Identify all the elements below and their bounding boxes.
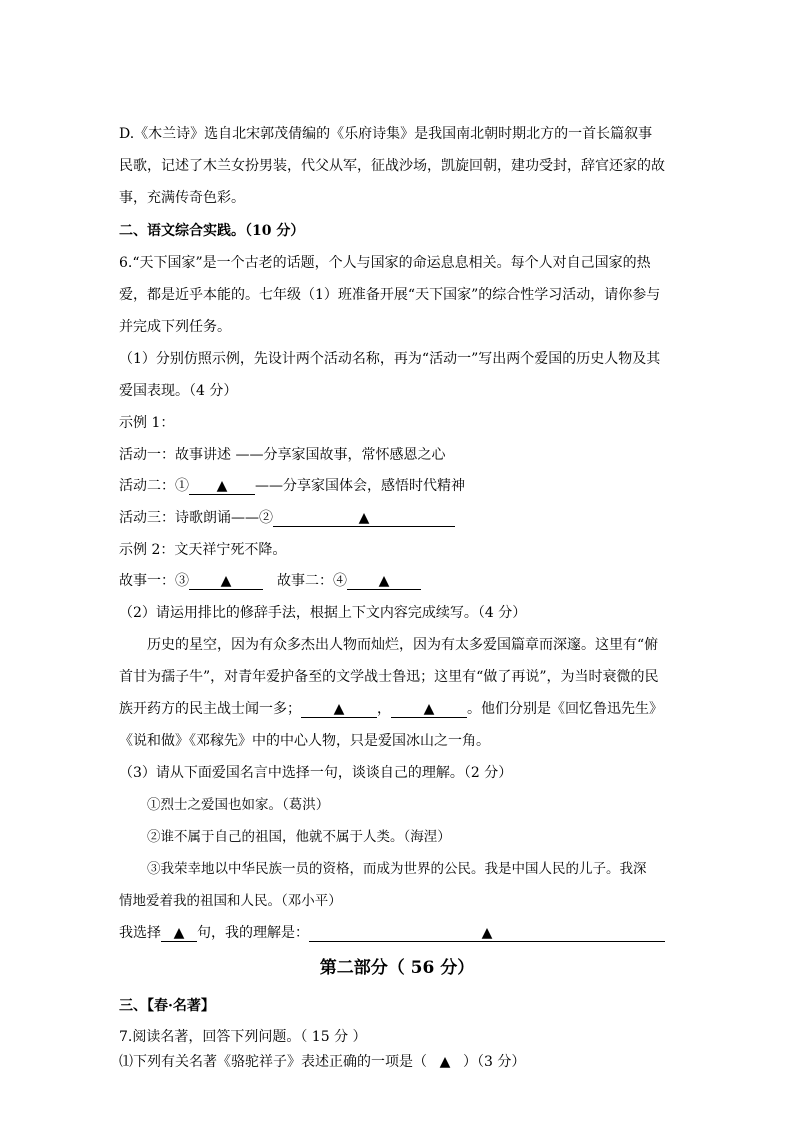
quote-2: ②谁不属于自己的祖国，他就不属于人类。（海涅）: [147, 829, 451, 845]
blank-2[interactable]: ▲: [273, 510, 455, 527]
p2-line3-suffix: 。他们分别是《回忆鲁迅先生》: [467, 701, 663, 717]
blank-5[interactable]: ▲: [301, 701, 377, 718]
q6-line1: 6.“天下国家”是一个古老的话题，个人与国家的命运息息相关。每个人对自己国家的热: [119, 255, 651, 271]
q7-line2-suffix: ）（3 分）: [463, 1054, 526, 1070]
story-line: [119, 571, 674, 591]
blank-4[interactable]: ▲: [347, 573, 421, 590]
p3-title: （3）请从下面爱国名言中选择一句，谈谈自己的理解。（2 分）: [119, 765, 513, 781]
q7-line1: 7.阅读名著，回答下列问题。（ 15 分 ）: [119, 1029, 367, 1045]
p2-line1: 历史的星空，因为有众多杰出人物而灿烂，因为有太多爱国篇章而深邃。这里有“俯: [147, 637, 659, 653]
item-d-line1: D.《木兰诗》选自北宋郭茂倩编的《乐府诗集》是我国南北朝时期北方的一首长篇叙事: [119, 126, 653, 142]
p2-line3: [119, 699, 674, 719]
blank-1[interactable]: ▲: [189, 478, 255, 495]
item-d-line2: 民歌，记述了木兰女扮男装，代父从军，征战沙场，凯旋回朝，建功受封，辞官还家的故: [119, 158, 665, 174]
activity3-prefix: 活动三：诗歌朗诵——②: [119, 510, 273, 526]
activity3: [119, 508, 674, 528]
item-d-line3: 事，充满传奇色彩。: [119, 190, 245, 206]
story2-prefix: 故事二：④: [277, 573, 347, 589]
blank-7[interactable]: ▲: [161, 925, 197, 942]
p2-line2: 首甘为孺子牛”，对青年爱护备至的文学战士鲁迅；这里有“做了再说”，为当时衰微的民: [119, 669, 659, 685]
p1-line1: （1）分别仿照示例，先设计两个活动名称，再为“活动一”写出两个爱国的历史人物及其: [119, 351, 661, 367]
p2-line3-mid: ，: [377, 701, 391, 717]
quote-3-line1: ③我荣幸地以中华民族一员的资格，而成为世界的公民。我是中国人民的儿子。我深: [147, 861, 647, 877]
answer-line: [119, 923, 674, 943]
p2-line4: 《说和做》《邓稼先》中的中心人物，只是爱国冰山之一角。: [119, 733, 490, 749]
blank-8[interactable]: ▲: [309, 925, 665, 942]
activity2: [119, 476, 674, 496]
p1-line2: 爱国表现。（4 分）: [119, 383, 238, 399]
blank-9[interactable]: ▲: [439, 1054, 451, 1070]
q7-line2: [119, 1052, 674, 1072]
q7-line2-prefix: ⑴下列有关名著《骆驼祥子》表述正确的一项是（: [119, 1054, 427, 1070]
q6-line3: 并完成下列任务。: [119, 319, 231, 335]
answer-mid: 句，我的理解是：: [197, 925, 309, 941]
section3-title: 三、【春·名著】: [119, 998, 215, 1014]
example2: 示例 2：文天祥宁死不降。: [119, 542, 287, 558]
activity2-suffix: ——分享家国体会，感悟时代精神: [255, 478, 465, 494]
answer-prefix: 我选择: [119, 925, 161, 941]
activity1: 活动一：故事讲述 ——分享家国故事，常怀感恩之心: [119, 447, 446, 463]
section2-title: 二、语文综合实践。（10 分）: [119, 223, 305, 239]
p2-title: （2）请运用排比的修辞手法，根据上下文内容完成续写。（4 分）: [119, 605, 527, 621]
p2-line3-prefix: 族开药方的民主战士闻一多；: [119, 701, 301, 717]
activity2-prefix: 活动二：①: [119, 478, 189, 494]
story1-prefix: 故事一：③: [119, 573, 189, 589]
quote-1: ①烈士之爱国也如家。（葛洪）: [147, 797, 330, 813]
blank-6[interactable]: ▲: [391, 701, 467, 718]
q6-line2: 爱，都是近乎本能的。七年级（1）班准备开展“天下国家”的综合性学习活动，请你参与: [119, 287, 661, 303]
part2-title: 第二部分（ 56 分）: [319, 958, 475, 978]
quote-3-line2: 情地爱着我的祖国和人民。（邓小平）: [119, 893, 342, 909]
example1-label: 示例 1：: [119, 415, 175, 431]
blank-3[interactable]: ▲: [189, 573, 263, 590]
